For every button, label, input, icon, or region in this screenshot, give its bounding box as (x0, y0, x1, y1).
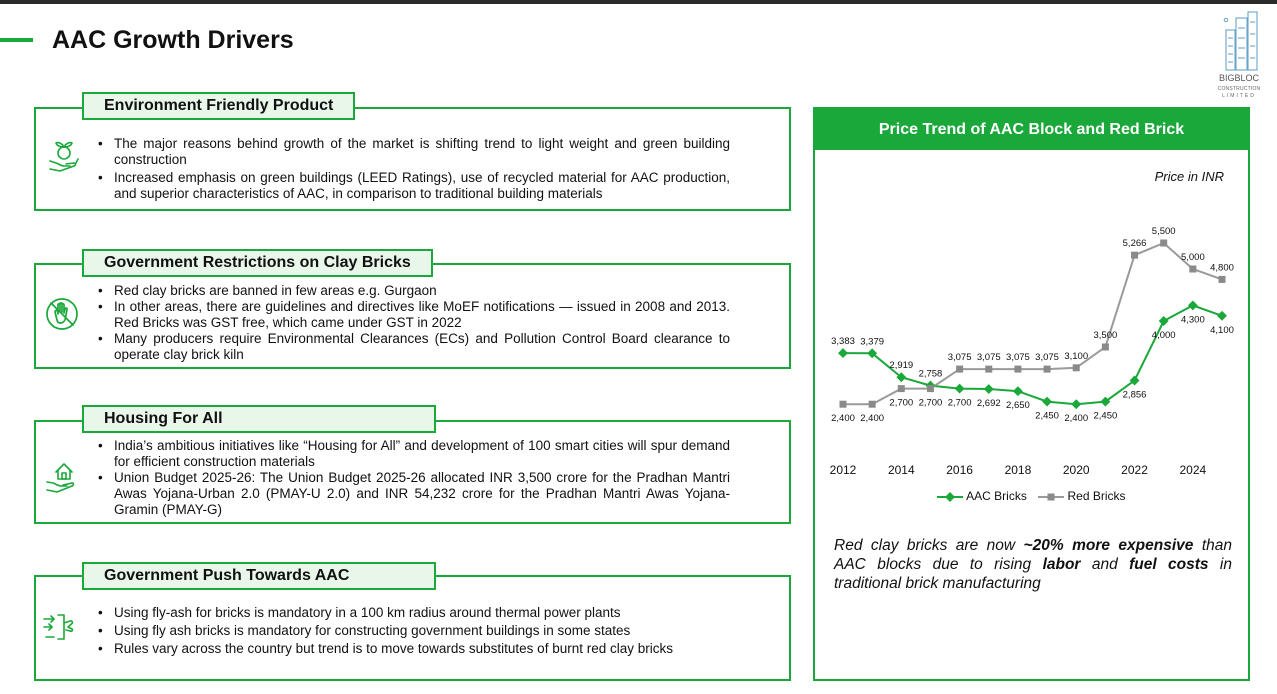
aac-point (1188, 300, 1198, 310)
legend-item-aac (937, 489, 1026, 503)
aac-point (1217, 311, 1227, 321)
legend-label-aac: AAC Bricks (966, 489, 1027, 503)
aac-data-label: 2,692 (976, 398, 1001, 410)
chart-quote (834, 536, 1232, 593)
aac-data-label: 2,700 (947, 397, 972, 409)
card-bullets-government-restrictions (96, 283, 730, 363)
aac-data-label: 2,400 (1064, 413, 1089, 425)
aac-data-label: 3,379 (860, 336, 885, 348)
aac-data-label: 4,300 (1180, 314, 1205, 326)
red-brick-point (1073, 364, 1080, 371)
x-tick-label: 2018 (1004, 463, 1032, 477)
list-item: • Using fly ash bricks is mandatory for constructing government buildings in some states (96, 622, 730, 640)
red-brick-point (985, 366, 992, 373)
eco-hands-icon (46, 139, 82, 175)
aac-point (1071, 399, 1081, 409)
aac-point (1042, 397, 1052, 407)
red-brick-point (1189, 266, 1196, 273)
aac-data-label: 2,450 (1035, 410, 1059, 422)
red-data-label: 3,100 (1064, 350, 1089, 362)
quote-segment: ~20% more expensive (1023, 537, 1194, 554)
list-item: • The major reasons behind growth of the market is shifting trend to light weight and green building construction (96, 136, 730, 168)
legend-label-red: Red Bricks (1067, 489, 1126, 503)
aac-data-label: 2,650 (1006, 400, 1030, 412)
no-hand-icon (44, 296, 80, 332)
x-tick-label: 2024 (1179, 463, 1207, 477)
top-bar (0, 0, 1277, 4)
logo-sub-construction: CONSTRUCTION (1217, 86, 1261, 92)
quote-segment: fuel costs (1129, 556, 1209, 573)
red-brick-point (1044, 366, 1051, 373)
aac-point (838, 348, 848, 358)
title-accent-bar (0, 38, 33, 42)
chart-legend (815, 489, 1248, 503)
red-brick-point (1160, 240, 1167, 247)
logo-sub-limited: LIMITED (1222, 93, 1256, 99)
list-item: • Many producers require Environmental Clearances (ECs) and Pollution Control Board clearance to operate clay brick kiln (96, 331, 730, 363)
card-title-housing-for-all: Housing For All (82, 405, 436, 433)
red-brick-point (1014, 366, 1021, 373)
red-data-label: 5,000 (1180, 252, 1205, 263)
aac-data-label: 2,919 (889, 360, 914, 372)
price-trend-chart (815, 199, 1248, 499)
quote-segment: and (1080, 556, 1130, 573)
aac-data-label: 4,100 (1210, 324, 1234, 336)
aac-data-label: 4,000 (1151, 330, 1176, 341)
card-bullets-government-push (96, 604, 730, 658)
page-title: AAC Growth Drivers (52, 26, 294, 54)
red-brick-point (898, 385, 905, 392)
house-hand-icon (44, 458, 80, 494)
card-bullets-environment-friendly (96, 136, 730, 202)
red-data-label: 3,500 (1093, 330, 1118, 341)
card-title-government-restrictions: Government Restrictions on Clay Bricks (82, 249, 433, 277)
red-brick-point (1219, 276, 1226, 283)
aac-data-label: 3,383 (831, 336, 855, 348)
card-title-environment-friendly: Environment Friendly Product (82, 92, 355, 120)
list-item: • Red clay bricks are banned in few areas e.g. Gurgaon (96, 283, 730, 299)
red-data-label: 3,075 (1035, 352, 1059, 364)
legend-red-marker-icon (1038, 492, 1064, 502)
aac-data-label: 2,758 (918, 368, 943, 380)
x-tick-label: 2012 (829, 463, 857, 477)
quote-segment: labor (1042, 556, 1081, 573)
x-tick-label: 2016 (946, 463, 973, 477)
quote-segment: than AAC blocks due to rising (834, 537, 1233, 573)
x-tick-label: 2014 (887, 463, 915, 477)
red-data-label: 2,700 (918, 397, 943, 409)
x-tick-label: 2020 (1062, 463, 1090, 477)
price-note: Price in INR (1154, 169, 1224, 184)
red-data-label: 3,075 (1006, 352, 1030, 364)
aac-point (1013, 386, 1023, 396)
aac-point (955, 384, 965, 394)
red-brick-point (869, 401, 876, 408)
list-item: • Using fly-ash for bricks is mandatory in a 100 km radius around thermal power plants (96, 604, 730, 622)
chart-header: Price Trend of AAC Block and Red Brick (815, 109, 1248, 150)
card-bullets-housing-for-all (96, 438, 730, 518)
red-brick-point (1131, 252, 1138, 259)
aac-point (1159, 316, 1169, 326)
quote-segment: Red clay bricks are now (834, 537, 1024, 554)
red-data-label: 2,400 (860, 413, 885, 425)
list-item: • Increased emphasis on green buildings (LEED Ratings), use of recycled material for AAC production, and superior characteristics of AAC, in comparison to traditional building materials (96, 170, 730, 202)
red-brick-point (927, 385, 934, 392)
red-data-label: 2,700 (889, 397, 914, 409)
legend-item-red (1038, 489, 1125, 503)
x-tick-label: 2022 (1121, 463, 1148, 477)
list-item: • India’s ambitious initiatives like “Housing for All” and development of 100 smart cities will spur demand for efficient construction materials (96, 438, 730, 470)
red-data-label: 3,075 (947, 352, 972, 364)
aac-data-label: 2,450 (1093, 410, 1118, 422)
aac-point (984, 384, 994, 394)
logo-name: BIGBLOC (1218, 73, 1259, 83)
card-title-government-push: Government Push Towards AAC (82, 562, 436, 590)
list-item: • Union Budget 2025-26: The Union Budget 2025-26 allocated INR 3,500 crore for the Pradhan Mantri Awas Yojana-Urban 2.0 (PMAY-U 2.0) and INR 54,232 crore for the Pradhan Mantri Awas Yojana-Gramin (PMAY-G) (96, 470, 730, 518)
legend-aac-marker-icon (937, 492, 963, 502)
red-data-label: 5,500 (1151, 226, 1176, 237)
red-brick-point (956, 366, 963, 373)
list-item: • Rules vary across the country but trend is to move towards substitutes of burnt red clay bricks (96, 640, 730, 658)
list-item: • In other areas, there are guidelines and directives like MoEF notifications — issued in 2008 and 2013. Red Bricks was GST free, which came under GST in 2022 (96, 299, 730, 331)
red-data-label: 4,800 (1210, 262, 1234, 274)
red-data-label: 3,075 (976, 352, 1001, 364)
push-hand-icon (42, 609, 78, 645)
aac-data-label: 2,856 (1122, 389, 1147, 401)
red-brick-point (840, 401, 847, 408)
quote-segment: in traditional brick manufacturing (834, 556, 1232, 592)
red-data-label: 2,400 (831, 413, 855, 425)
chart-panel (813, 107, 1250, 681)
red-brick-point (1102, 344, 1109, 351)
red-data-label: 5,266 (1122, 238, 1147, 250)
